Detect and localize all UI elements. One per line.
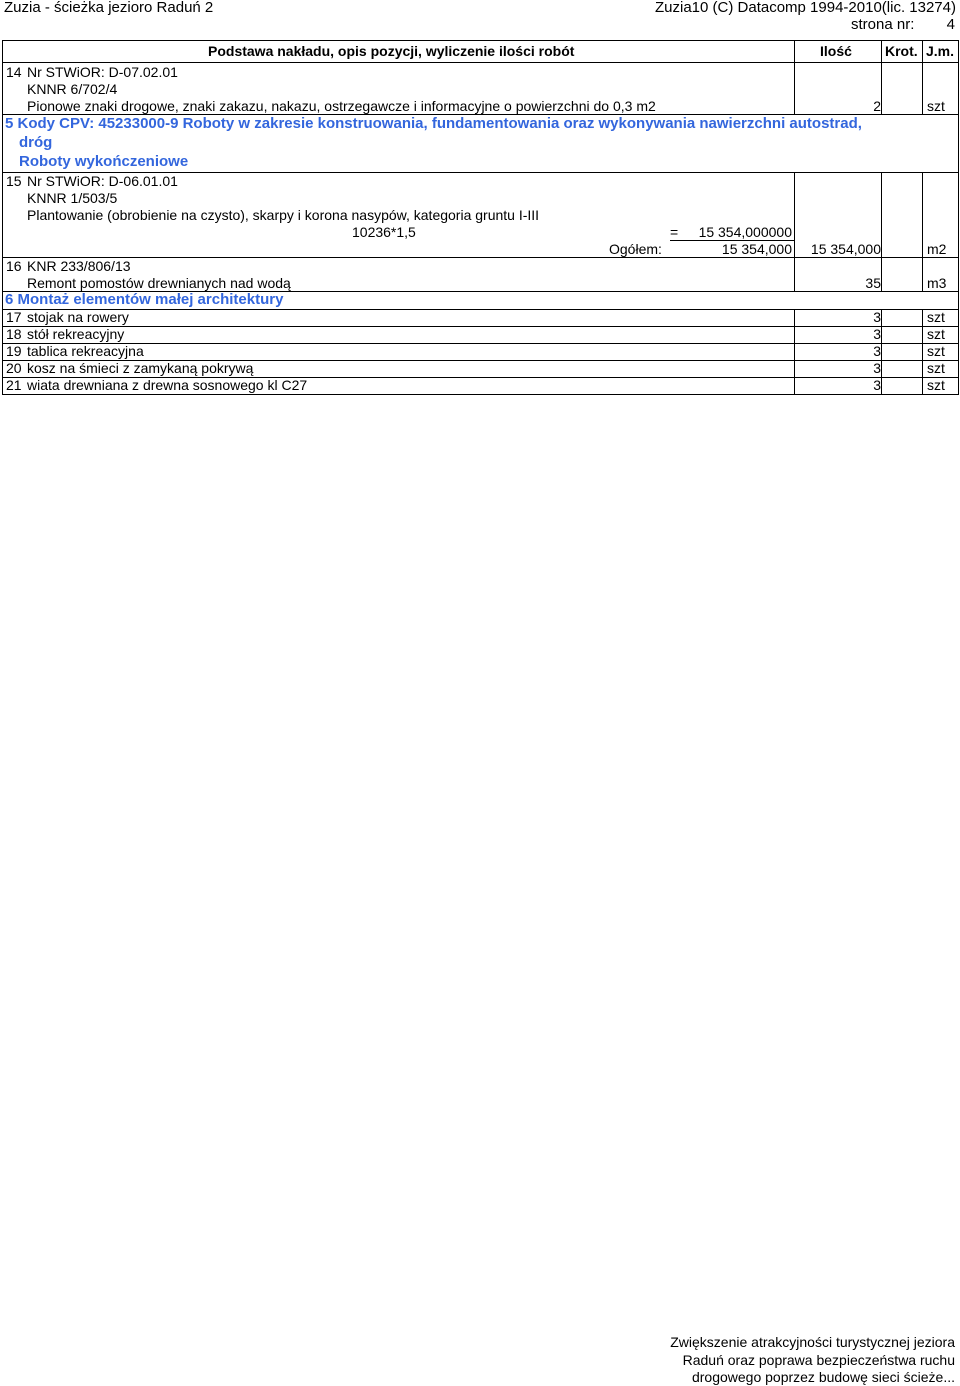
col-divider: [881, 257, 882, 291]
item-basis: KNR 233/806/13: [27, 258, 131, 274]
item-spec-code: Nr STWiOR: D-07.02.01: [27, 64, 178, 80]
page-label: strona nr:: [851, 16, 915, 33]
col-header-unit: J.m.: [926, 43, 955, 59]
item-description: Plantowanie (obrobienie na czysto), skarpy i korona nasypów, kategoria gruntu I-III: [27, 207, 540, 223]
item-quantity: 3: [873, 360, 881, 376]
item-quantity: 3: [873, 377, 881, 393]
item-description: tablica rekreacyjna: [27, 343, 144, 359]
item-unit: szt: [927, 377, 945, 393]
page-number: 4: [946, 16, 955, 33]
col-divider: [922, 62, 923, 114]
item-number: 19: [6, 343, 22, 359]
item-unit: szt: [927, 309, 945, 325]
col-divider: [922, 257, 923, 291]
item-number: 16: [6, 258, 22, 274]
item-unit: szt: [927, 326, 945, 342]
table-bottom-border: [2, 394, 959, 395]
item-quantity: 3: [873, 343, 881, 359]
row-separator: [2, 343, 959, 344]
section-heading: 5 Kody CPV: 45233000-9 Roboty w zakresie konstruowania, fundamentowania oraz wykonywania nawierzchni autostrad,: [5, 115, 862, 132]
item-number: 14: [6, 64, 22, 80]
item-unit: m3: [927, 275, 947, 291]
table-left-border: [2, 40, 3, 394]
col-divider: [922, 309, 923, 394]
table-top-border: [2, 40, 959, 41]
col-divider: [881, 172, 882, 257]
row-separator: [2, 309, 959, 310]
section-heading: 6 Montaż elementów małej architektury: [5, 291, 284, 308]
item-quantity: 3: [873, 309, 881, 325]
col-divider: [881, 40, 882, 62]
col-divider: [794, 40, 795, 62]
col-divider: [794, 309, 795, 394]
table-right-border: [958, 40, 959, 394]
item-unit: szt: [927, 98, 945, 114]
col-header-description: Podstawa nakładu, opis pozycji, wyliczenie ilości robót: [208, 43, 575, 59]
row-separator: [2, 326, 959, 327]
item-number: 18: [6, 326, 22, 342]
item-basis: KNNR 6/702/4: [27, 81, 118, 97]
item-quantity: 15 354,000: [810, 241, 881, 257]
equals-sign: =: [670, 224, 679, 240]
section-heading-continued: dróg: [19, 134, 53, 151]
total-value: 15 354,000: [721, 241, 792, 257]
row-separator: [2, 257, 959, 258]
item-number: 17: [6, 309, 22, 325]
item-quantity: 2: [873, 98, 881, 114]
footer-line: Zwiększenie atrakcyjności turystycznej jeziora: [670, 1334, 955, 1350]
col-divider: [922, 40, 923, 62]
item-unit: m2: [927, 241, 947, 257]
item-description: kosz na śmieci z zamykaną pokrywą: [27, 360, 254, 376]
item-number: 20: [6, 360, 22, 376]
subsection-heading: Roboty wykończeniowe: [19, 153, 189, 170]
total-label: Ogółem:: [609, 241, 662, 257]
col-divider: [881, 62, 882, 114]
col-divider: [922, 172, 923, 257]
footer-line: Raduń oraz poprawa bezpieczeństwa ruchu: [682, 1352, 955, 1368]
item-description: Remont pomostów drewnianych nad wodą: [27, 275, 291, 291]
item-description: wiata drewniana z drewna sosnowego kl C27: [27, 377, 308, 393]
software-credit: Zuzia10 (C) Datacomp 1994-2010(lic. 13274): [655, 0, 956, 16]
col-divider: [794, 172, 795, 257]
col-header-krot: Krot.: [885, 43, 918, 59]
calculation-formula: 10236*1,5: [352, 224, 416, 240]
col-divider: [794, 62, 795, 114]
item-spec-code: Nr STWiOR: D-06.01.01: [27, 173, 178, 189]
item-quantity: 3: [873, 326, 881, 342]
item-basis: KNNR 1/503/5: [27, 190, 118, 206]
document-title: Zuzia - ścieżka jezioro Raduń 2: [4, 0, 214, 16]
item-description: stojak na rowery: [27, 309, 129, 325]
footer-line: drogowego poprzez budowę sieci ścieże...: [691, 1369, 955, 1385]
col-divider: [881, 309, 882, 394]
item-unit: szt: [927, 343, 945, 359]
item-unit: szt: [927, 360, 945, 376]
item-quantity: 35: [865, 275, 881, 291]
item-description: stół rekreacyjny: [27, 326, 125, 342]
item-number: 15: [6, 173, 22, 189]
item-description: Pionowe znaki drogowe, znaki zakazu, nakazu, ostrzegawcze i informacyjne o powierzchni do 0,3 m2: [27, 98, 656, 114]
header-bottom-border: [2, 62, 959, 63]
col-divider: [794, 257, 795, 291]
item-number: 21: [6, 377, 22, 393]
col-header-quantity: Ilość: [820, 43, 852, 59]
calculation-result: 15 354,000000: [698, 224, 792, 240]
